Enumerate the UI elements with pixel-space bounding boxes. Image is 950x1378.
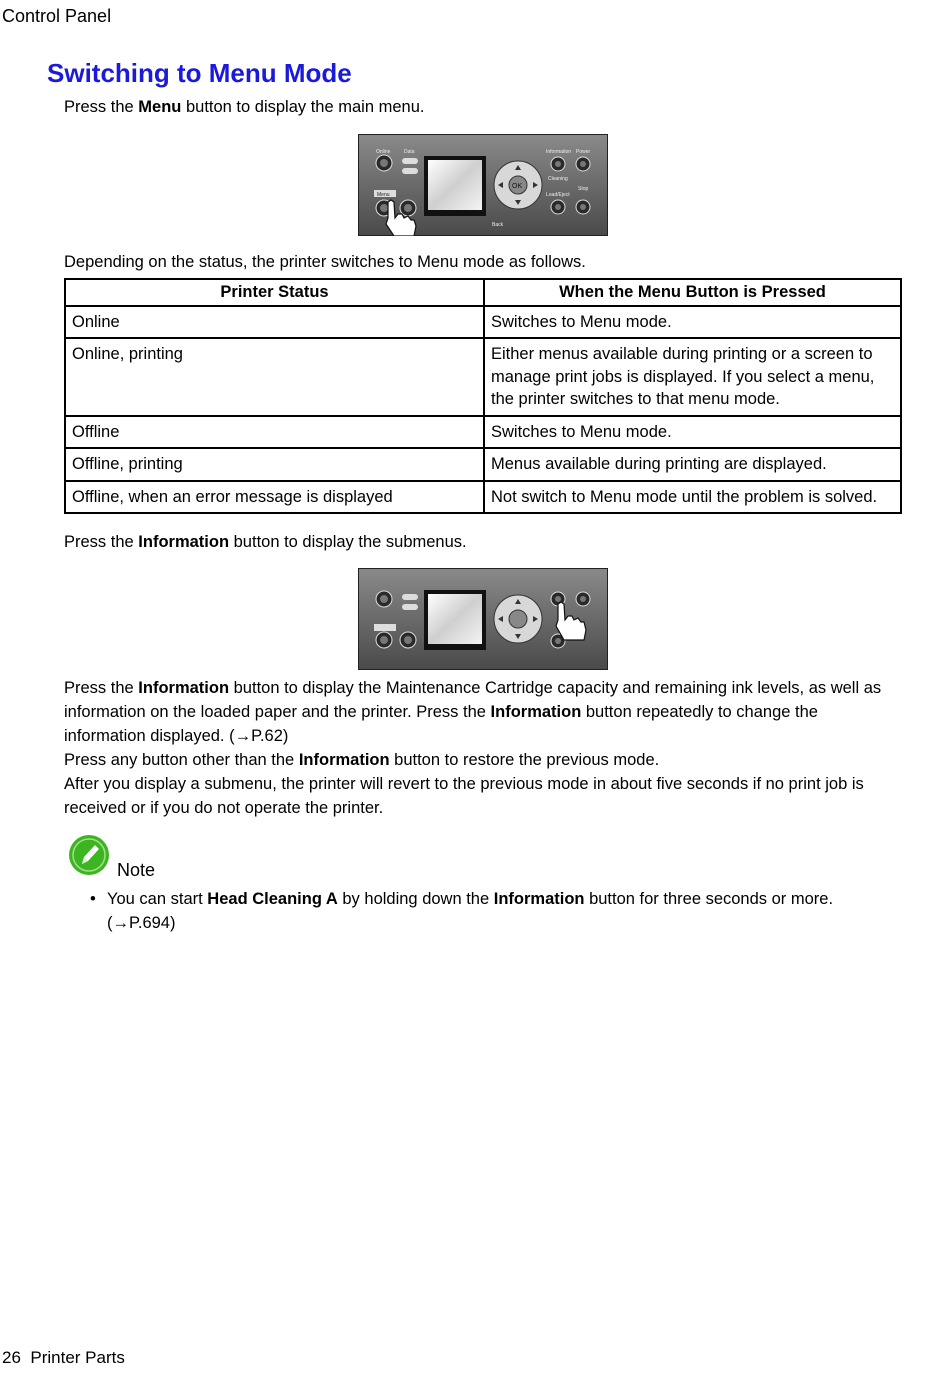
info-text-after: button to display the submenus. bbox=[229, 533, 467, 551]
information-term: Information bbox=[490, 703, 582, 721]
table-header-row bbox=[65, 279, 901, 306]
status-cell: Offline, when an error message is displayed bbox=[65, 481, 484, 514]
status-cell: Offline, printing bbox=[65, 448, 484, 481]
footer-section: Printer Parts bbox=[30, 1348, 125, 1367]
page-footer bbox=[2, 1348, 125, 1368]
table-row bbox=[65, 338, 901, 416]
status-table bbox=[64, 278, 902, 514]
power-label: Power bbox=[576, 149, 591, 155]
result-cell: Not switch to Menu mode until the problem is solved. bbox=[484, 481, 901, 514]
note-after: button for three seconds or more. bbox=[584, 890, 834, 908]
status-cell: Online, printing bbox=[65, 338, 484, 416]
note-mid: by holding down the bbox=[337, 890, 494, 908]
result-cell: Switches to Menu mode. bbox=[484, 306, 901, 339]
p1-before: Press the bbox=[64, 679, 139, 697]
note-page-ref[interactable]: (→P.694) bbox=[107, 914, 176, 932]
data-label: Data bbox=[404, 149, 415, 155]
load-eject-label: Load/Eject bbox=[546, 192, 570, 198]
status-cell: Online bbox=[65, 306, 484, 339]
table-row bbox=[65, 306, 901, 339]
header-printer-status: Printer Status bbox=[65, 279, 484, 306]
stop-label: Stop bbox=[578, 186, 589, 192]
result-cell: Switches to Menu mode. bbox=[484, 416, 901, 449]
note-pencil-icon bbox=[68, 834, 110, 876]
intro-paragraph bbox=[64, 95, 424, 119]
status-intro: Depending on the status, the printer switches to Menu mode as follows. bbox=[64, 253, 586, 271]
page-number: 26 bbox=[2, 1348, 21, 1367]
head-cleaning-term: Head Cleaning A bbox=[207, 890, 338, 908]
p2-after: button to restore the previous mode. bbox=[389, 751, 660, 769]
info-text-before: Press the bbox=[64, 533, 139, 551]
information-term: Information bbox=[138, 679, 230, 697]
result-cell: Menus available during printing are displayed. bbox=[484, 448, 901, 481]
p1-mid: button to display the Maintenance Cartridge capacity and remaining ink levels, as well as information on the loaded paper and the printer. Press the bbox=[64, 679, 882, 721]
note-before: You can start bbox=[107, 890, 208, 908]
page-title: Switching to Menu Mode bbox=[47, 58, 352, 88]
p2-before: Press any button other than the bbox=[64, 751, 299, 769]
information-paragraph bbox=[64, 676, 904, 820]
p3-text: After you display a submenu, the printer will revert to the previous mode in about five seconds if no print job is received or if you do not operate the printer. bbox=[64, 775, 864, 817]
online-label: Online bbox=[376, 149, 391, 155]
menu-term: Menu bbox=[138, 98, 182, 116]
information-intro bbox=[64, 530, 467, 554]
note-label: Note bbox=[117, 860, 156, 880]
table-row bbox=[65, 481, 901, 514]
control-panel-menu-illustration bbox=[358, 134, 608, 236]
table-row bbox=[65, 448, 901, 481]
menu-label: Menu bbox=[377, 192, 390, 198]
result-cell: Either menus available during printing or a screen to manage print jobs is displayed. If you select a menu, the printer switches to that menu mode. bbox=[484, 338, 901, 416]
ok-label: OK bbox=[512, 183, 523, 190]
running-header: Control Panel bbox=[2, 6, 112, 26]
table-row bbox=[65, 416, 901, 449]
information-term: Information bbox=[493, 890, 585, 908]
header-menu-pressed: When the Menu Button is Pressed bbox=[484, 279, 901, 306]
cleaning-label: Cleaning bbox=[548, 176, 568, 182]
status-cell: Offline bbox=[65, 416, 484, 449]
information-label: Information bbox=[546, 149, 572, 155]
information-term: Information bbox=[298, 751, 390, 769]
intro-text-after: button to display the main menu. bbox=[181, 98, 425, 116]
note-bullet: • bbox=[90, 890, 96, 908]
back-label: Back bbox=[492, 222, 504, 228]
control-panel-information-illustration bbox=[358, 568, 608, 670]
information-term: Information bbox=[138, 533, 230, 551]
intro-text-before: Press the bbox=[64, 98, 139, 116]
p1-after: button repeatedly to change the information displayed. (→P.62) bbox=[64, 703, 818, 745]
note-item bbox=[107, 887, 897, 935]
